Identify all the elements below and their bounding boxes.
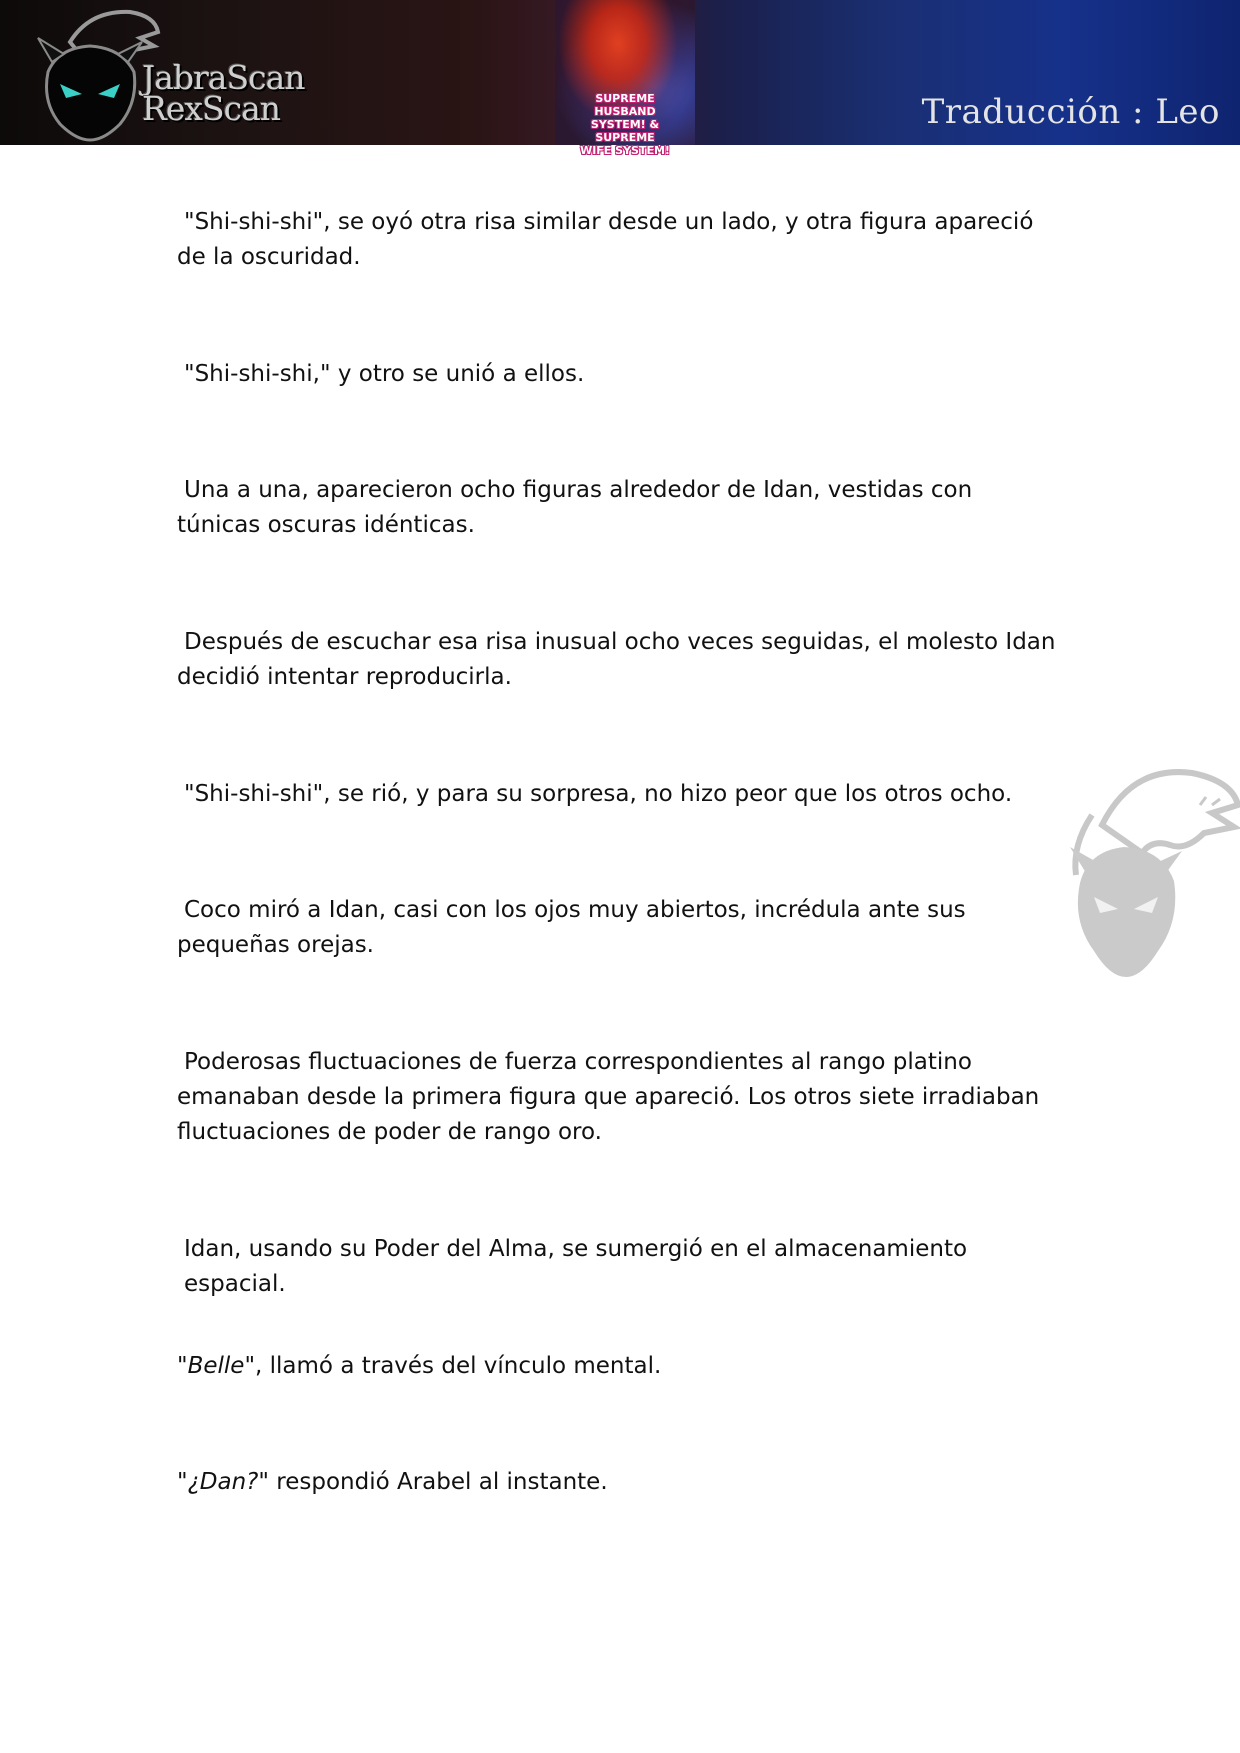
- paragraph-line: Poderosas fluctuaciones de fuerza correspondientes al rango platino: [184, 1049, 972, 1075]
- cover-title-line-3: WIFE SYSTEM!: [580, 144, 670, 157]
- cover-title-line-1: SUPREME HUSBAND: [594, 92, 656, 118]
- paragraph: [177, 1232, 1072, 1302]
- paragraph-line: Coco miró a Idan, casi con los ojos muy abiertos, incrédula ante sus: [184, 897, 966, 923]
- paragraph-line: decidió intentar reproducirla.: [177, 664, 512, 690]
- paragraph-line: "Shi-shi-shi", se oyó otra risa similar desde un lado, y otra figura apareció: [184, 209, 1034, 235]
- dialogue-paragraph: [177, 1465, 1072, 1500]
- paragraph: [177, 205, 1072, 275]
- paragraph-line: Idan, usando su Poder del Alma, se sumergió en el almacenamiento espacial.: [184, 1236, 968, 1297]
- paragraph: [177, 473, 1072, 543]
- paragraph-line: "Shi-shi-shi", se rió, y para su sorpresa, no hizo peor que los otros ocho.: [184, 781, 1013, 807]
- dialogue-narration: , llamó a través del vínculo mental.: [255, 1353, 662, 1379]
- dialogue-quote: "¿Dan?": [177, 1469, 269, 1495]
- paragraph-line: Después de escuchar esa risa inusual ocho veces seguidas, el molesto Idan: [184, 629, 1056, 655]
- rex-watermark-icon: [1062, 755, 1240, 985]
- cover-title: [563, 92, 687, 157]
- dialogue-quote: "Belle": [177, 1353, 256, 1379]
- paragraph-line: emanaban desde la primera figura que apareció. Los otros siete irradiaban: [177, 1084, 1040, 1110]
- paragraph-line: "Shi-shi-shi," y otro se unió a ellos.: [184, 361, 585, 387]
- paragraph: [177, 777, 1072, 812]
- translator-credit: Traducción : Leo: [921, 92, 1220, 132]
- header-banner: [0, 0, 1240, 157]
- brand-line-2: RexScan: [142, 89, 281, 128]
- rex-logo-icon: [30, 2, 160, 142]
- dialogue-narration: respondió Arabel al instante.: [268, 1469, 608, 1495]
- cover-title-line-2: SYSTEM! & SUPREME: [590, 118, 660, 144]
- paragraph-line: pequeñas orejas.: [177, 932, 374, 958]
- paragraph-line: de la oscuridad.: [177, 244, 361, 270]
- paragraph: [177, 893, 1072, 963]
- paragraph-line: túnicas oscuras idénticas.: [177, 512, 475, 538]
- paragraph: [177, 1045, 1072, 1150]
- paragraph-line: fluctuaciones de poder de rango oro.: [177, 1119, 602, 1145]
- brand-name: [142, 58, 305, 128]
- dialogue-paragraph: [177, 1349, 1072, 1384]
- paragraph: [177, 357, 1072, 392]
- paragraph: [177, 625, 1072, 695]
- brand-line-1: JabraScan: [142, 58, 305, 97]
- paragraph-line: Una a una, aparecieron ocho figuras alrededor de Idan, vestidas con: [184, 477, 973, 503]
